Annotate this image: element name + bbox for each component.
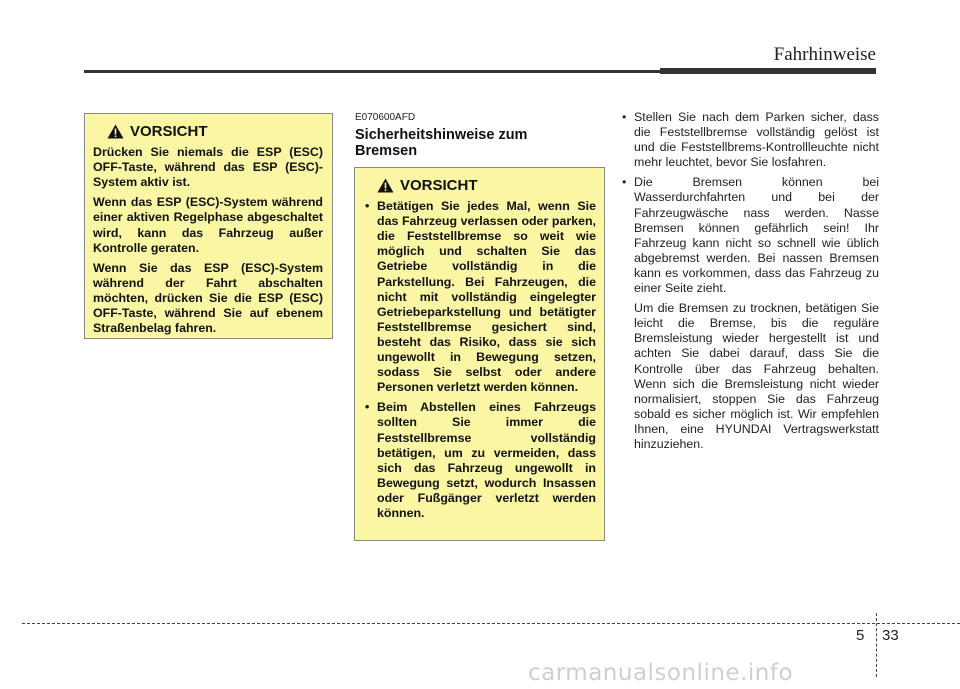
header-rule-accent xyxy=(660,68,876,74)
watermark: carmanualsonline.info xyxy=(528,660,794,686)
chapter-number: 5 xyxy=(856,627,865,644)
warning-bullet: • Beim Abstellen eines Fahrzeugs sollten Sie immer die Feststellbremse vollständig betätigen, um zu vermeiden, dass sich das Fahrzeug ungewollt in Bewegung setzt, wodurch Insassen oder Fußgänger verletzt werden können. xyxy=(363,400,596,521)
warning-box-esp xyxy=(84,113,333,339)
section-heading-line: Sicherheitshinweise zum xyxy=(355,127,528,143)
warning-title: VORSICHT xyxy=(130,123,208,140)
warning-paragraph: Drücken Sie niemals die ESP (ESC) OFF-Taste, während das ESP (ESC)-System aktiv ist. xyxy=(93,145,323,190)
warning-paragraph: Wenn Sie das ESP (ESC)-System während der Fahrt abschalten möchten, drücken Sie die ESP (ESC) OFF-Taste, während Sie auf ebenem Straßenbelag fahren. xyxy=(93,260,323,336)
warning-box-parking xyxy=(354,167,605,541)
section-heading-line: Bremsen xyxy=(355,143,418,159)
warning-bullet-list xyxy=(363,199,596,521)
body-bullet-list xyxy=(620,110,879,296)
section-heading xyxy=(355,127,595,159)
warning-title: VORSICHT xyxy=(400,177,478,194)
section-title: Fahrhinweise xyxy=(773,44,876,65)
warning-bullet: • Betätigen Sie jedes Mal, wenn Sie das Fahrzeug verlassen oder parken, die Feststellbremse so weit wie möglich und schalten Sie das Getriebe vollständig in die Parkstellung. Bei Fahrzeugen, die nicht mit vollständig eingelegter Getriebeparkstellung und betätigter Feststellbremse gesichert sind, besteht das Risiko, dass sie sich ungewollt in Bewegung setzen, sodass Sie selbst oder andere Personen verletzt werden können. xyxy=(363,199,596,395)
warning-triangle-icon xyxy=(377,178,394,193)
body-text-column xyxy=(620,110,879,452)
warning-triangle-icon xyxy=(107,124,124,139)
warning-paragraph: Wenn das ESP (ESC)-System während einer aktiven Regelphase abgeschaltet wird, kann das Fahrzeug außer Kontrolle geraten. xyxy=(93,195,323,255)
body-bullet: • Stellen Sie nach dem Parken sicher, dass die Feststellbremse vollständig gelöst ist und die Feststellbrems-Kontrollleuchte nicht mehr leuchtet, bevor Sie losfahren. xyxy=(620,110,879,170)
footer-divider xyxy=(876,613,877,677)
page-number: 33 xyxy=(882,627,899,644)
footer-rule xyxy=(22,623,960,624)
warning-title-row xyxy=(93,124,323,139)
warning-title-row xyxy=(363,178,596,193)
body-paragraph: Um die Bremsen zu trocknen, betätigen Sie leicht die Bremse, bis die reguläre Bremsleistung wieder hergestellt ist und achten Sie dabei darauf, dass Sie die Kontrolle über das Fahrzeug behalten. Wenn sich die Bremsleistung nicht wieder normalisiert, stoppen Sie das Fahrzeug sobald es sicher möglich ist. Wir empfehlen Ihnen, eine HYUNDAI Vertragswerkstatt hinzuziehen. xyxy=(634,301,879,451)
body-bullet: • Die Bremsen können bei Wasserdurchfahrten und bei der Fahrzeugwäsche nass werden. Nasse Bremsen können gefährlich sein! Ihr Fahrzeug kann nicht so schnell wie üblich abgebremst werden. Bei nassen Bremsen kann es vorkommen, dass das Fahrzeug zu einer Seite zieht. xyxy=(620,175,879,296)
section-code: E070600AFD xyxy=(355,112,416,123)
